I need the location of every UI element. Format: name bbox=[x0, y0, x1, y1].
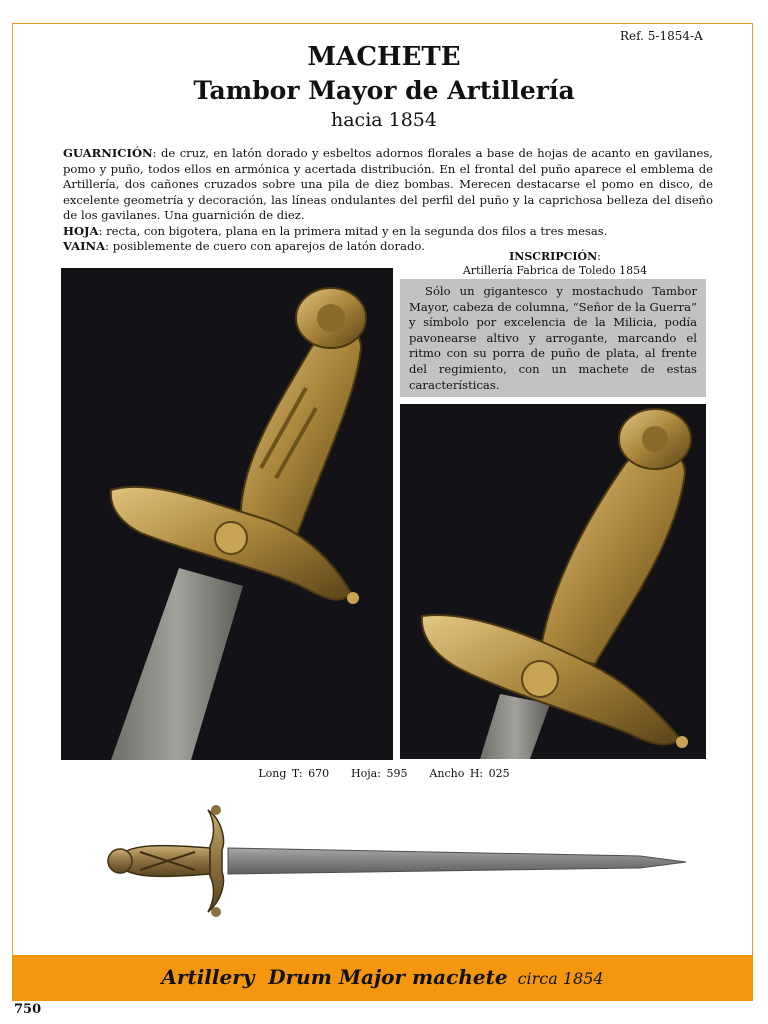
banner-circa: circa 1854 bbox=[517, 969, 604, 988]
page-subtitle: Tambor Mayor de Artillería bbox=[193, 76, 575, 105]
inscription-text: Artillería Fabrica de Toledo 1854 bbox=[462, 264, 648, 277]
machete-illustration bbox=[100, 800, 700, 920]
measurements: Long T: 670 Hoja: 595 Ancho H: 025 bbox=[258, 767, 510, 780]
full-machete-image bbox=[100, 800, 700, 920]
inscription-colon: : bbox=[597, 250, 601, 263]
vaina-label: VAINA bbox=[63, 239, 106, 253]
guarnicion-paragraph bbox=[63, 146, 713, 224]
hoja-paragraph bbox=[63, 224, 713, 240]
hilt-photo-front bbox=[61, 268, 393, 760]
vaina-text: : posiblemente de cuero con aparejos de latón dorado. bbox=[105, 239, 425, 253]
reference-number: Ref. 5-1854-A bbox=[620, 29, 703, 43]
banner-title: Artillery Drum Major machete bbox=[161, 965, 508, 989]
hilt-front-illustration bbox=[61, 268, 393, 760]
guarnicion-text: : de cruz, en latón dorado y esbeltos adornos florales a base de hojas de acanto en gavilanes, pomo y puño, todos ellos en armónica y acertada distribución. En el frontal del puño aparece el emblema de Artillería, dos cañones cruzados sobre una pila de diez bombas. Merecen destacarse el pomo en disco, de excelente geometría y decoración, las líneas ondulantes del perfil del puño y la caprichosa belleza del diseño de los gavilanes. Una guarnición de diez. bbox=[63, 146, 713, 222]
page-number: 750 bbox=[14, 1002, 42, 1017]
quote-box: Sólo un gigantesco y mostachudo Tambor Mayor, cabeza de columna, “Señor de la Guerra” y símbolo por excelencia de la Milicia, podía pavonearse altivo y arrogante, marcando el ritmo con su porra de puño de plata, al frente del regimiento, con un machete de estas características. bbox=[400, 279, 706, 397]
inscription-label: INSCRIPCIÓN bbox=[509, 250, 598, 263]
footer-banner bbox=[12, 955, 753, 1001]
hilt-photo-side bbox=[400, 404, 706, 759]
hoja-text: : recta, con bigotera, plana en la primera mitad y en la segunda dos filos a tres mesas. bbox=[98, 223, 608, 238]
page-date: hacia 1854 bbox=[330, 109, 437, 131]
hoja-label: HOJA bbox=[63, 223, 99, 238]
description-block bbox=[63, 146, 713, 255]
inscription-heading bbox=[400, 250, 710, 263]
hilt-side-illustration bbox=[400, 404, 706, 759]
guarnicion-label: GUARNICIÓN bbox=[63, 146, 153, 160]
page-title: MACHETE bbox=[307, 42, 461, 72]
